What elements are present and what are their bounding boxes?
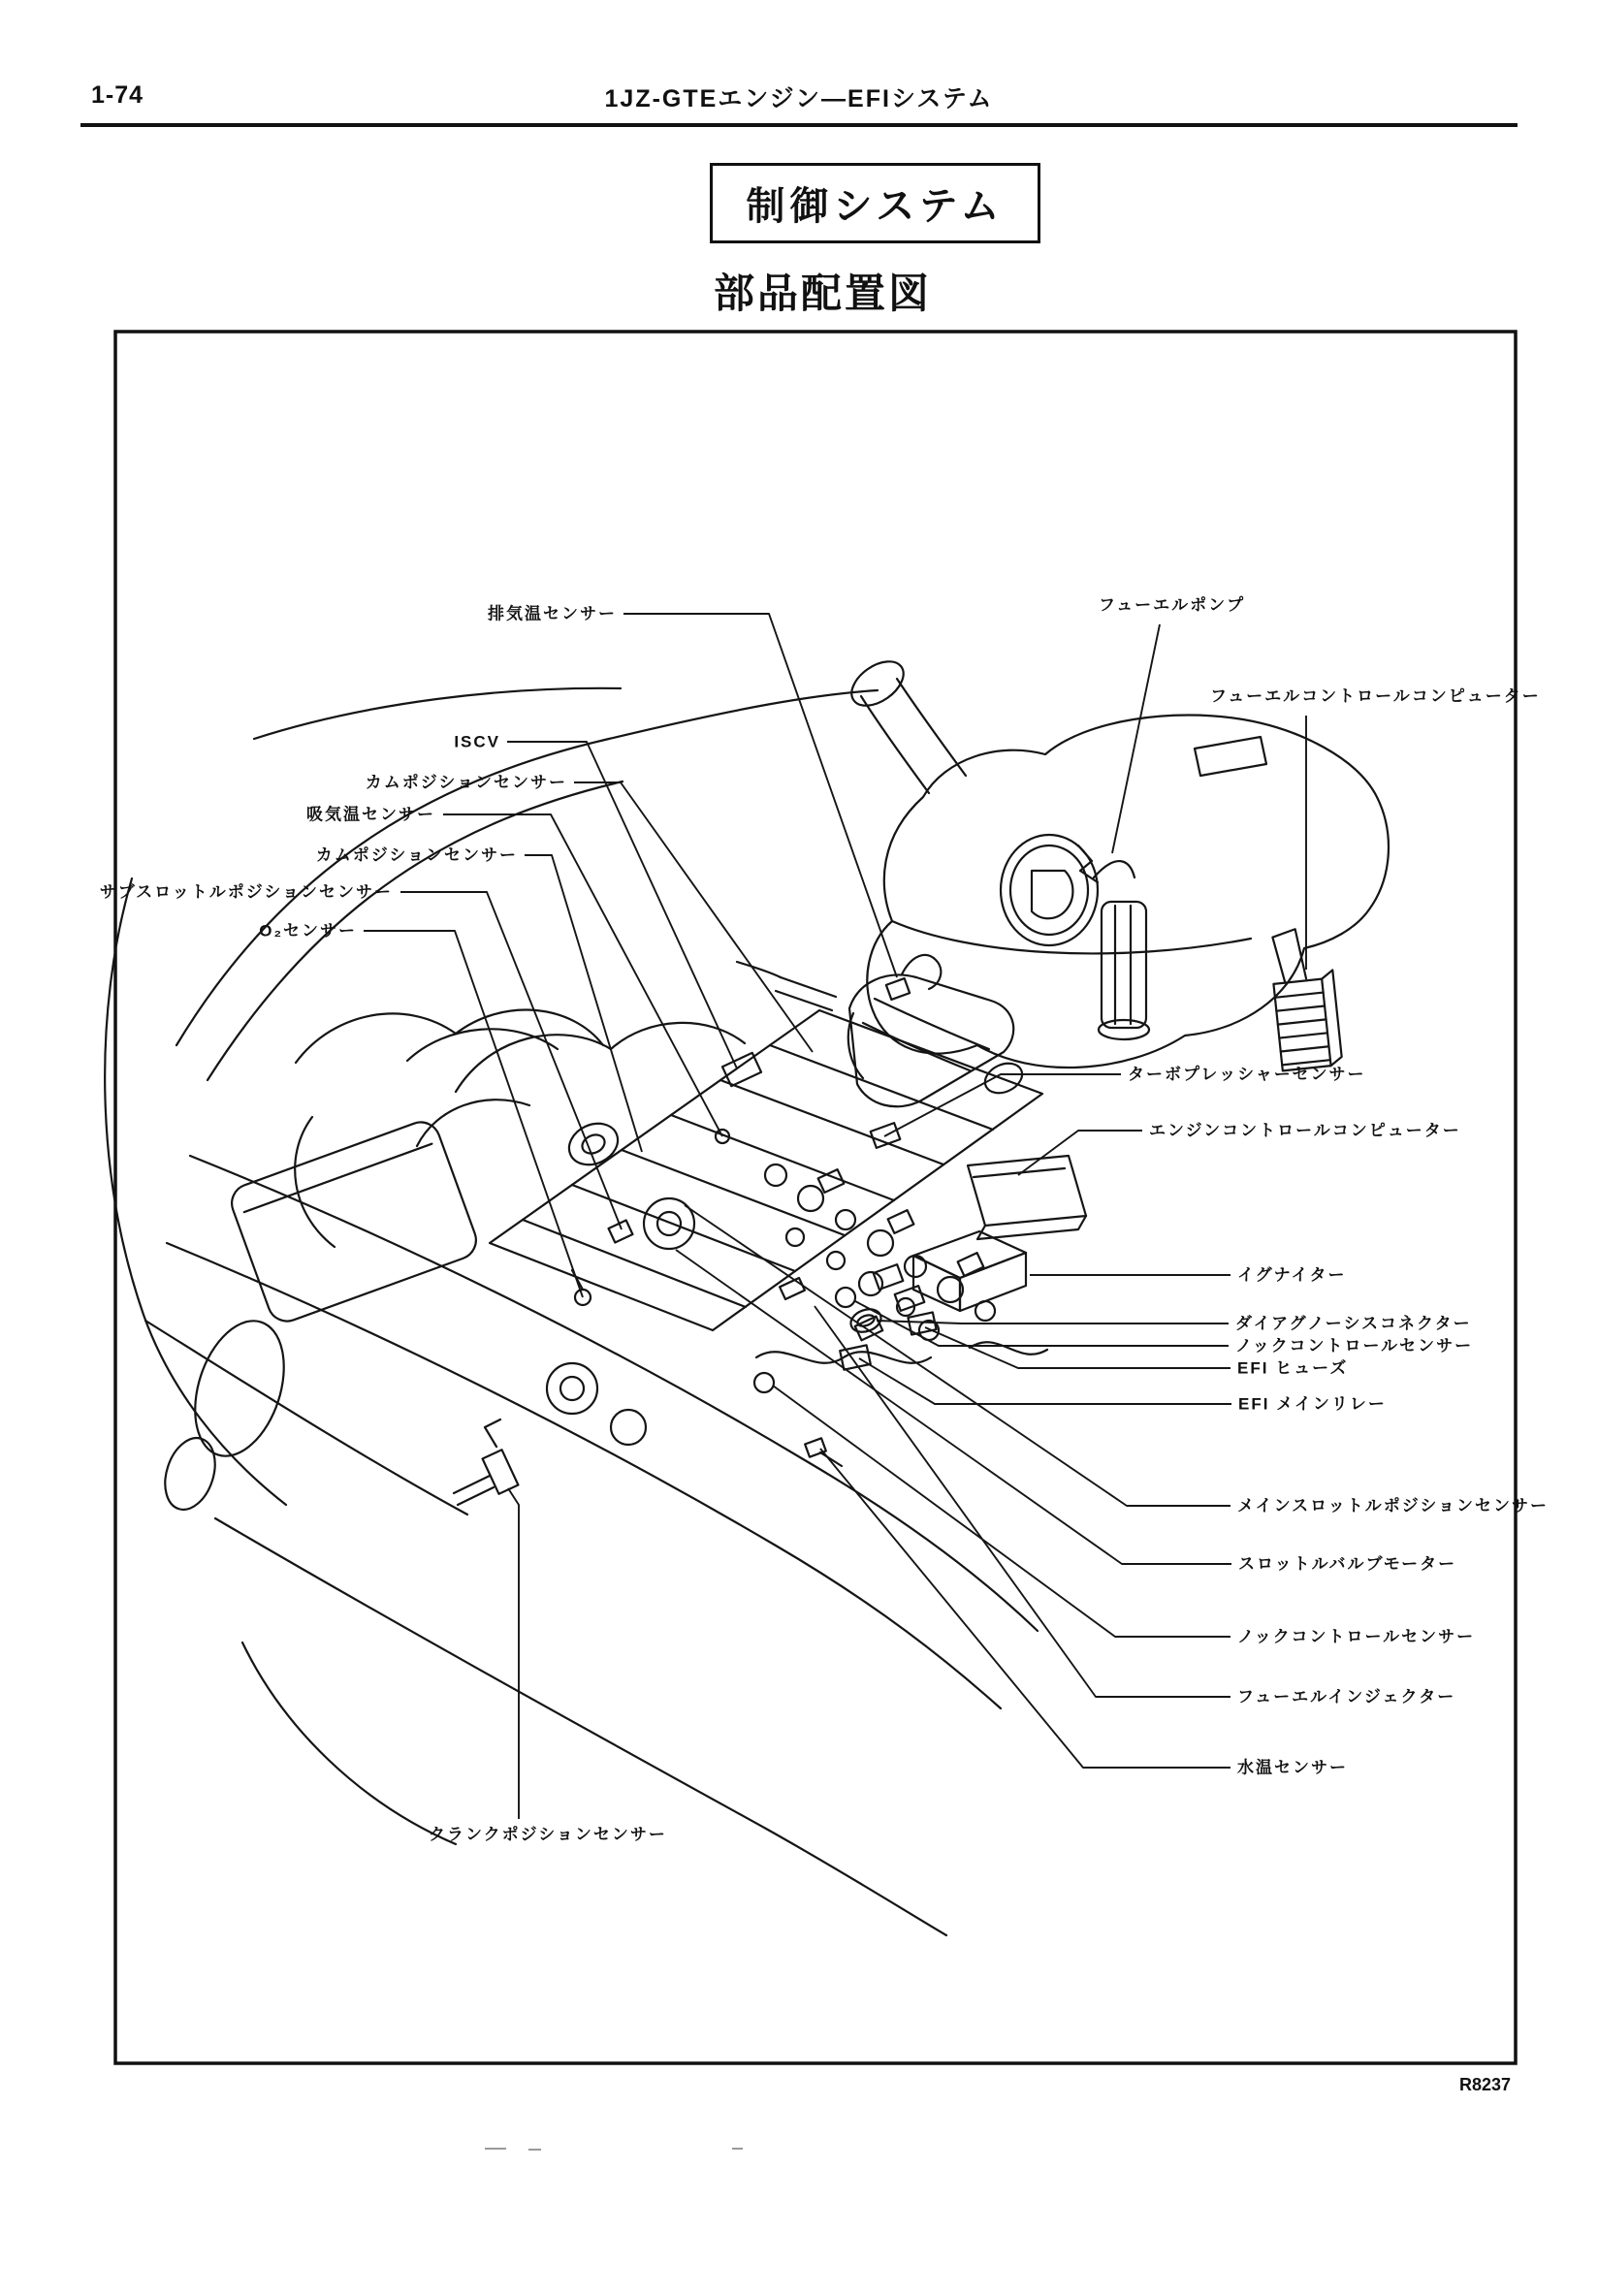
leader-sub-throttle <box>400 892 622 1229</box>
label-fuel-injector: フューエルインジェクター <box>1237 1687 1456 1706</box>
leader-crank-position <box>508 1488 519 1819</box>
label-knock-control-1: ノックコントロールセンサー <box>1235 1336 1474 1355</box>
label-intake-temp: 吸気温センサー <box>306 805 435 824</box>
label-fuel-pump: フューエルポンプ <box>1099 595 1246 615</box>
iscv-part <box>722 1053 761 1086</box>
page-header-title: 1JZ-GTEエンジン—EFIシステム <box>604 85 994 112</box>
front-accessory-drive <box>454 1363 646 1505</box>
label-main-throttle: メインスロットルポジションセンサー <box>1237 1496 1550 1515</box>
label-turbo-pressure: ターボプレッシャーセンサー <box>1128 1065 1366 1084</box>
leader-turbo-pressure <box>884 1074 1121 1136</box>
label-efi-main-relay: EFI メインリレー <box>1238 1394 1387 1414</box>
label-igniter: イグナイター <box>1237 1265 1347 1285</box>
leader-cam-position-2 <box>525 855 642 1152</box>
injector-harness-cluster <box>572 1123 1047 1466</box>
label-crank-position: クランクポジションセンサー <box>429 1825 667 1844</box>
label-exhaust-temp: 排気温センサー <box>488 604 617 623</box>
label-knock-control-2: ノックコントロールセンサー <box>1237 1627 1476 1646</box>
label-throttle-valve-motor: スロットルバルブモーター <box>1238 1554 1457 1574</box>
label-o2-sensor: O₂センサー <box>259 921 357 941</box>
label-water-temp: 水温センサー <box>1237 1758 1348 1777</box>
headlight <box>179 1310 300 1468</box>
label-sub-throttle: サブスロットルポジションセンサー <box>99 882 393 902</box>
leader-fuel-pump <box>1112 624 1160 853</box>
label-engine-control-computer: エンジンコントロールコンピューター <box>1149 1121 1461 1140</box>
leader-o2-sensor <box>364 931 583 1297</box>
fuel-filler-cap <box>844 653 911 715</box>
air-cleaner-box <box>227 1117 482 1326</box>
throttle-body <box>609 1198 694 1249</box>
fuel-pump-assembly <box>1078 845 1149 1039</box>
leader-lines <box>364 614 1306 1819</box>
leader-cam-position-1 <box>574 782 813 1052</box>
label-efi-fuse: EFI ヒューズ <box>1237 1358 1349 1378</box>
leader-efi-main-relay <box>859 1358 1231 1404</box>
inner-fender <box>295 1010 603 1247</box>
scan-artifacts <box>485 2149 743 2150</box>
leader-main-throttle <box>685 1205 1230 1506</box>
part-labels <box>100 596 1549 1844</box>
leader-exhaust-temp <box>623 614 897 977</box>
leader-efi-fuse <box>925 1327 1230 1368</box>
label-diagnosis-connector: ダイアグノーシスコネクター <box>1235 1314 1472 1333</box>
oil-filler-cap <box>562 1116 624 1172</box>
igniter-box <box>874 1231 1026 1311</box>
page-number: 1-74 <box>91 81 144 109</box>
engine-bay-illustration <box>105 653 1389 1935</box>
section-title: 制御システム <box>746 185 1005 228</box>
fog-light <box>156 1431 223 1515</box>
label-cam-position-1: カムポジションセンサー <box>365 773 567 792</box>
figure-code: R8237 <box>1458 2075 1511 2094</box>
leader-fuel-injector <box>815 1306 1230 1697</box>
figure-subtitle: 部品配置図 <box>714 271 933 316</box>
figure-border <box>115 332 1516 2063</box>
label-iscv: ISCV <box>454 732 500 751</box>
crank-position-sensor-part <box>483 1450 519 1494</box>
leader-engine-control-computer <box>1018 1131 1142 1175</box>
knock-sensor-part-1 <box>836 1288 855 1307</box>
knock-sensor-part-2 <box>754 1373 774 1392</box>
intake-plenum <box>417 1023 761 1146</box>
label-cam-position-2: カムポジションセンサー <box>315 845 518 865</box>
label-fuel-control-computer: フューエルコントロールコンピューター <box>1210 686 1541 706</box>
sub-throttle-sensor-part <box>609 1221 633 1243</box>
